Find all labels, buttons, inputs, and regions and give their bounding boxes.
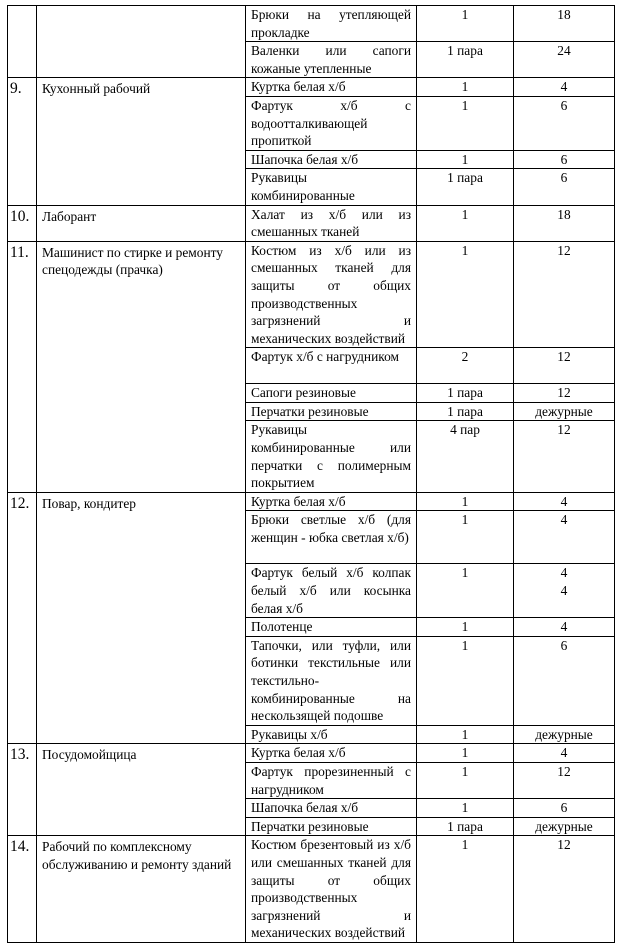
quantity-cell: 1 <box>417 763 514 799</box>
quantity-cell: 1 <box>417 205 514 241</box>
wear-term-cell: 4 <box>514 618 615 637</box>
quantity-cell: 1 <box>417 636 514 725</box>
table-body <box>8 6 615 943</box>
ppe-item-cell: Халат из х/б или из смешанных тканей <box>246 205 417 241</box>
ppe-item-cell: Шапочка белая х/б <box>246 150 417 169</box>
job-title-cell: Повар, кондитер <box>37 492 246 744</box>
ppe-item-cell: Костюм из х/б или из смешанных тканей для защиты от общих производственных загрязнений и механических воздействий <box>246 241 417 348</box>
row-number-cell: 14. <box>8 836 37 943</box>
ppe-item-cell: Рукавицы комбинированные <box>246 169 417 205</box>
ppe-item-cell: Сапоги резиновые <box>246 384 417 403</box>
ppe-item-cell: Рукавицы комбинированные или перчатки с полимерным покрытием <box>246 421 417 492</box>
ppe-item-cell: Валенки или сапоги кожаные утепленные <box>246 42 417 78</box>
quantity-cell: 1 <box>417 492 514 511</box>
ppe-item-cell: Куртка белая х/б <box>246 744 417 763</box>
row-number-cell <box>8 6 37 78</box>
job-title-cell: Рабочий по комплексному обслуживанию и ремонту зданий <box>37 836 246 943</box>
ppe-item-cell: Фартук прорезиненный с нагрудником <box>246 763 417 799</box>
wear-term-cell: дежурные <box>514 817 615 836</box>
wear-term-cell: 4 <box>514 78 615 97</box>
quantity-cell: 2 <box>417 348 514 384</box>
wear-term-cell: 4 <box>514 492 615 511</box>
row-number-cell: 10. <box>8 205 37 241</box>
job-title-cell: Кухонный рабочий <box>37 78 246 205</box>
quantity-cell: 4 пар <box>417 421 514 492</box>
quantity-cell: 1 пара <box>417 402 514 421</box>
quantity-cell: 1 пара <box>417 817 514 836</box>
wear-term-cell: 6 <box>514 636 615 725</box>
wear-term-cell: 4 <box>514 744 615 763</box>
quantity-cell: 1 <box>417 725 514 744</box>
ppe-item-cell: Куртка белая х/б <box>246 78 417 97</box>
row-number-cell: 13. <box>8 744 37 836</box>
quantity-cell: 1 <box>417 744 514 763</box>
quantity-cell: 1 <box>417 836 514 943</box>
wear-term-cell: 12 <box>514 763 615 799</box>
ppe-item-cell: Перчатки резиновые <box>246 817 417 836</box>
wear-term-value: 4 <box>560 565 568 581</box>
quantity-cell: 1 <box>417 241 514 348</box>
wear-term-cell: 6 <box>514 96 615 150</box>
wear-term-cell: 12 <box>514 384 615 403</box>
quantity-cell: 1 <box>417 799 514 818</box>
ppe-item-cell: Куртка белая х/б <box>246 492 417 511</box>
ppe-item-cell: Фартук х/б с нагрудником <box>246 348 417 384</box>
wear-term-cell: 24 <box>514 42 615 78</box>
job-title-cell: Машинист по стирке и ремонту спецодежды (прачка) <box>37 241 246 492</box>
ppe-item-cell: Тапочки, или туфли, или ботинки текстильные или текстильно-комбинированные на нескользящей подошве <box>246 636 417 725</box>
wear-term-cell: 4 <box>514 511 615 564</box>
quantity-cell: 1 <box>417 150 514 169</box>
wear-term-cell <box>514 564 615 618</box>
wear-term-cell: 6 <box>514 150 615 169</box>
ppe-item-cell: Брюки светлые х/б (для женщин - юбка светлая х/б) <box>246 511 417 564</box>
ppe-item-cell: Рукавицы х/б <box>246 725 417 744</box>
ppe-item-cell: Костюм брезентовый из х/б или смешанных тканей для защиты от общих производственных загрязнений и механических воздействий <box>246 836 417 943</box>
quantity-cell: 1 <box>417 6 514 42</box>
ppe-item-cell: Полотенце <box>246 618 417 637</box>
quantity-cell: 1 пара <box>417 169 514 205</box>
wear-term-cell: 12 <box>514 421 615 492</box>
job-title-cell <box>37 6 246 78</box>
quantity-cell: 1 <box>417 618 514 637</box>
quantity-cell: 1 пара <box>417 384 514 403</box>
table-row <box>8 78 615 97</box>
job-title-cell: Посудомойщица <box>37 744 246 836</box>
ppe-item-cell: Фартук белый х/б колпак белый х/б или косынка белая х/б <box>246 564 417 618</box>
wear-term-cell: 12 <box>514 241 615 348</box>
wear-term-cell: 6 <box>514 799 615 818</box>
quantity-cell: 1 <box>417 78 514 97</box>
wear-term-cell: 18 <box>514 6 615 42</box>
ppe-item-cell: Брюки на утепляющей прокладке <box>246 6 417 42</box>
quantity-cell: 1 <box>417 511 514 564</box>
ppe-item-cell: Перчатки резиновые <box>246 402 417 421</box>
ppe-norms-table <box>7 5 615 943</box>
quantity-cell: 1 пара <box>417 42 514 78</box>
row-number-cell: 11. <box>8 241 37 492</box>
wear-term-cell: 12 <box>514 348 615 384</box>
quantity-cell: 1 <box>417 564 514 618</box>
table-row <box>8 241 615 348</box>
table-row <box>8 6 615 42</box>
table-row <box>8 836 615 943</box>
wear-term-cell: 18 <box>514 205 615 241</box>
job-title-cell: Лаборант <box>37 205 246 241</box>
wear-term-cell: 6 <box>514 169 615 205</box>
ppe-item-cell: Шапочка белая х/б <box>246 799 417 818</box>
table-row <box>8 205 615 241</box>
table-row <box>8 492 615 511</box>
wear-term-cell: дежурные <box>514 725 615 744</box>
quantity-cell: 1 <box>417 96 514 150</box>
ppe-item-cell: Фартук х/б с водоотталкивающей пропиткой <box>246 96 417 150</box>
table-row <box>8 744 615 763</box>
wear-term-value: 4 <box>560 583 568 599</box>
wear-term-cell: дежурные <box>514 402 615 421</box>
row-number-cell: 12. <box>8 492 37 744</box>
wear-term-cell: 12 <box>514 836 615 943</box>
row-number-cell: 9. <box>8 78 37 205</box>
ppe-norms-table-page <box>7 5 614 941</box>
